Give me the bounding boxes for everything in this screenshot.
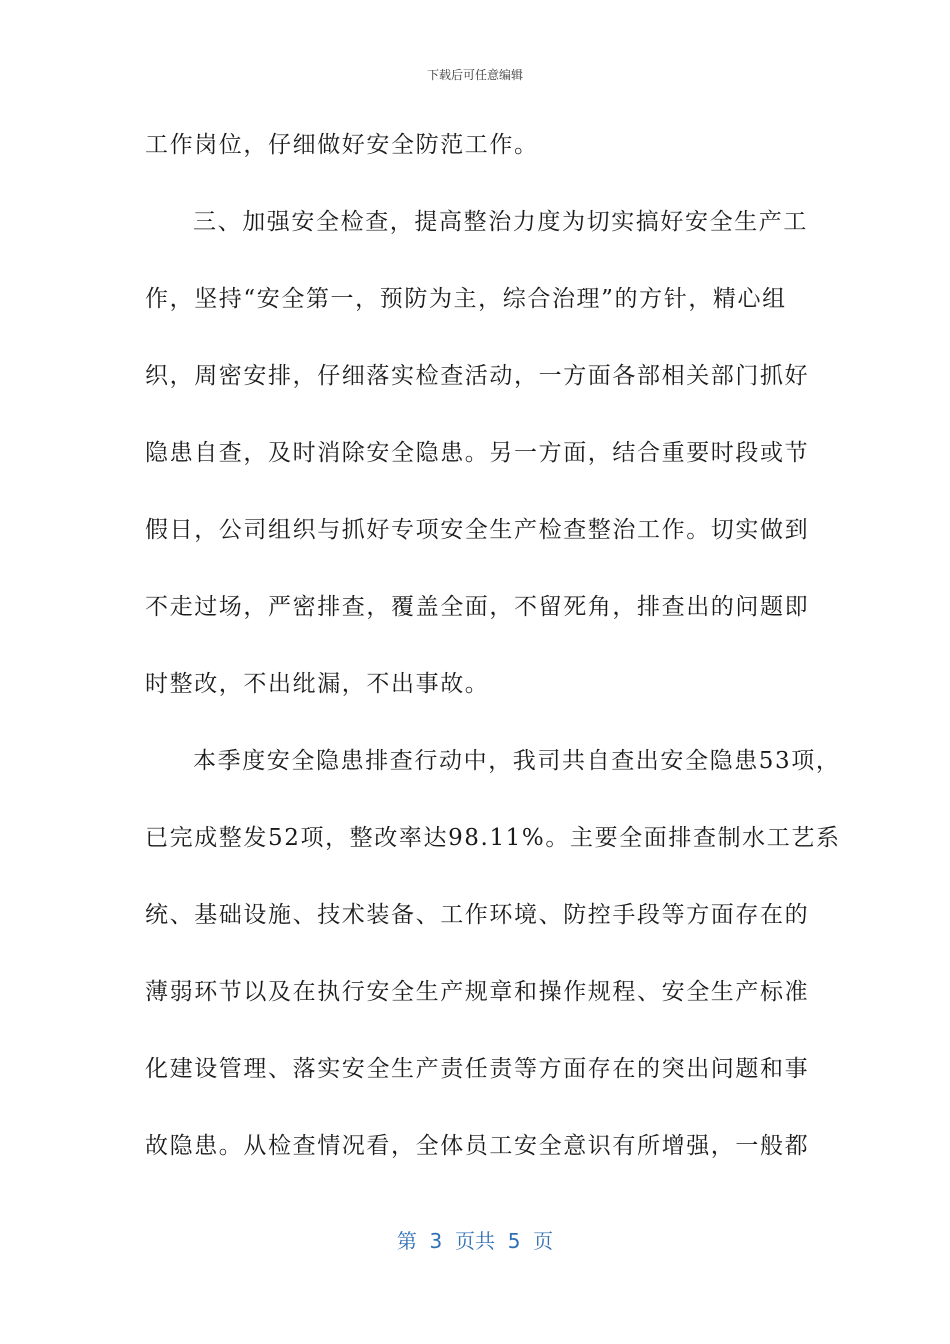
body-line: 隐患自查，及时消除安全隐患。另一方面，结合重要时段或节 — [145, 440, 810, 466]
body-line: 假日，公司组织与抓好专项安全生产检查整治工作。切实做到 — [145, 517, 810, 543]
body-line: 时整改，不出纰漏，不出事故。 — [145, 671, 490, 697]
body-line: 织，周密安排，仔细落实检查活动，一方面各部相关部门抓好 — [145, 363, 810, 389]
body-line: 故隐患。从检查情况看，全体员工安全意识有所增强，一般都 — [145, 1133, 810, 1159]
body-line: 工作岗位，仔细做好安全防范工作。 — [145, 132, 539, 158]
body-line: 统、基础设施、技术装备、工作环境、防控手段等方面存在的 — [145, 902, 810, 928]
body-line: 三、加强安全检查，提高整治力度为切实搞好安全生产工 — [193, 209, 808, 235]
body-line: 已完成整发52项，整改率达98.11%。主要全面排查制水工艺系 — [145, 825, 841, 851]
body-line: 作，坚持“安全第一，预防为主，综合治理”的方针，精心组 — [145, 286, 787, 312]
body-line: 本季度安全隐患排查行动中，我司共自查出安全隐患53项， — [193, 748, 841, 774]
download-note-header: 下载后可任意编辑 — [426, 68, 523, 82]
body-line: 不走过场，严密排查，覆盖全面，不留死角，排查出的问题即 — [145, 594, 810, 620]
page-number-footer: 第 3 页共 5 页 — [396, 1229, 554, 1253]
body-line: 化建设管理、落实安全生产责任责等方面存在的突出问题和事 — [145, 1056, 810, 1082]
body-line: 薄弱环节以及在执行安全生产规章和操作规程、安全生产标准 — [145, 979, 810, 1005]
